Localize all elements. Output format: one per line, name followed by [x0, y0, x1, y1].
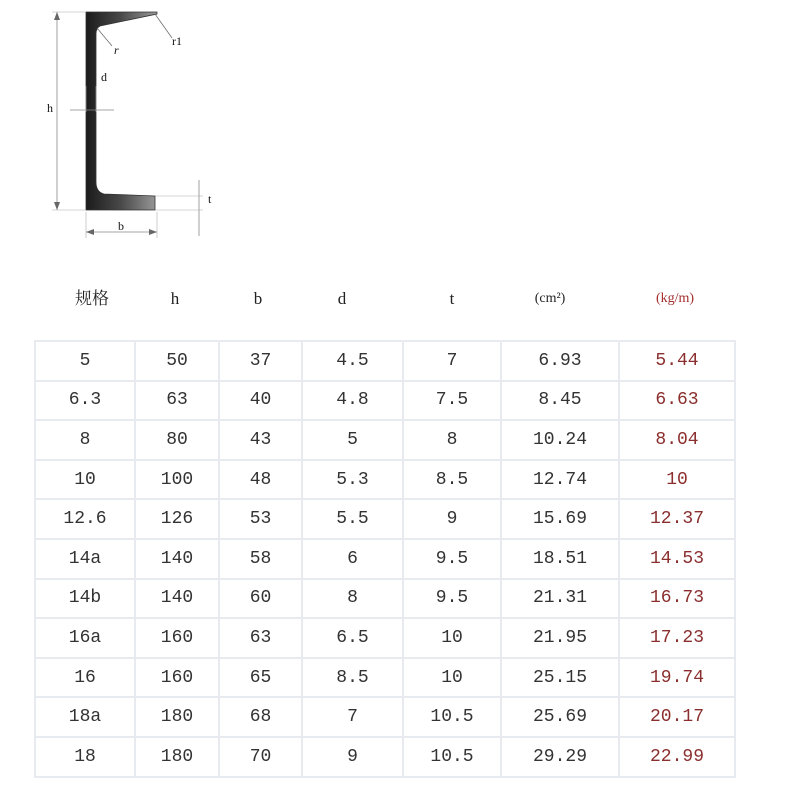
cell-b: 63 [219, 618, 302, 658]
header-d: d [337, 289, 347, 308]
cell-weight: 10 [619, 460, 735, 500]
cell-area: 18.51 [501, 539, 619, 579]
cell-d: 5 [302, 420, 403, 460]
header-area: (cm²) [534, 291, 566, 306]
table-row [35, 499, 735, 539]
cell-b: 48 [219, 460, 302, 500]
cell-t: 8 [403, 420, 501, 460]
cell-d: 7 [302, 697, 403, 737]
cell-weight: 17.23 [619, 618, 735, 658]
cell-spec: 16 [35, 658, 135, 698]
cell-t: 10.5 [403, 737, 501, 777]
cell-b: 37 [219, 341, 302, 381]
table-row [35, 381, 735, 421]
cell-h: 63 [135, 381, 219, 421]
table-row [35, 460, 735, 500]
cell-t: 10.5 [403, 697, 501, 737]
cell-b: 60 [219, 579, 302, 619]
cell-h: 140 [135, 579, 219, 619]
cell-h: 160 [135, 618, 219, 658]
cell-spec: 12.6 [35, 499, 135, 539]
label-d: d [101, 70, 107, 84]
cell-spec: 5 [35, 341, 135, 381]
header-h: h [170, 289, 180, 308]
cell-d: 8.5 [302, 658, 403, 698]
cell-weight: 8.04 [619, 420, 735, 460]
cell-spec: 16a [35, 618, 135, 658]
cell-spec: 18 [35, 737, 135, 777]
cell-weight: 20.17 [619, 697, 735, 737]
table-row [35, 618, 735, 658]
cell-area: 10.24 [501, 420, 619, 460]
cell-b: 68 [219, 697, 302, 737]
cell-area: 29.29 [501, 737, 619, 777]
label-r: r [114, 43, 119, 57]
cell-area: 6.93 [501, 341, 619, 381]
header-spec: 规格 [75, 289, 109, 308]
cell-t: 9.5 [403, 539, 501, 579]
cell-h: 160 [135, 658, 219, 698]
cell-h: 180 [135, 697, 219, 737]
header-weight: (kg/m) [655, 291, 695, 306]
cell-h: 100 [135, 460, 219, 500]
spec-table [34, 340, 736, 778]
cell-t: 7 [403, 341, 501, 381]
cell-h: 180 [135, 737, 219, 777]
cell-weight: 22.99 [619, 737, 735, 777]
cell-d: 4.5 [302, 341, 403, 381]
cell-spec: 10 [35, 460, 135, 500]
cell-spec: 18a [35, 697, 135, 737]
cell-h: 80 [135, 420, 219, 460]
label-r1: r1 [172, 34, 182, 48]
cell-area: 12.74 [501, 460, 619, 500]
label-h: h [47, 101, 53, 115]
cell-area: 25.69 [501, 697, 619, 737]
cell-area: 25.15 [501, 658, 619, 698]
cell-t: 10 [403, 618, 501, 658]
cell-weight: 19.74 [619, 658, 735, 698]
cell-weight: 16.73 [619, 579, 735, 619]
cell-area: 8.45 [501, 381, 619, 421]
cell-spec: 6.3 [35, 381, 135, 421]
channel-profile-shape [86, 12, 157, 210]
table-row [35, 341, 735, 381]
cell-spec: 14b [35, 579, 135, 619]
cell-spec: 8 [35, 420, 135, 460]
cell-weight: 5.44 [619, 341, 735, 381]
cell-weight: 12.37 [619, 499, 735, 539]
cell-d: 4.8 [302, 381, 403, 421]
cell-b: 65 [219, 658, 302, 698]
cell-area: 21.95 [501, 618, 619, 658]
cell-t: 8.5 [403, 460, 501, 500]
cell-area: 15.69 [501, 499, 619, 539]
cell-weight: 6.63 [619, 381, 735, 421]
table-row [35, 697, 735, 737]
header-t: t [449, 289, 455, 308]
table-row [35, 579, 735, 619]
label-b: b [118, 219, 124, 233]
cell-d: 6.5 [302, 618, 403, 658]
cell-b: 43 [219, 420, 302, 460]
header-b: b [253, 289, 263, 308]
table-row [35, 737, 735, 777]
cell-d: 6 [302, 539, 403, 579]
cell-b: 58 [219, 539, 302, 579]
cell-b: 53 [219, 499, 302, 539]
table-row [35, 539, 735, 579]
cell-t: 9 [403, 499, 501, 539]
cell-d: 8 [302, 579, 403, 619]
table-row [35, 420, 735, 460]
cell-h: 126 [135, 499, 219, 539]
cell-b: 70 [219, 737, 302, 777]
cell-area: 21.31 [501, 579, 619, 619]
cell-d: 5.5 [302, 499, 403, 539]
cell-t: 7.5 [403, 381, 501, 421]
cell-d: 9 [302, 737, 403, 777]
label-t: t [208, 192, 212, 206]
cell-spec: 14a [35, 539, 135, 579]
cell-h: 50 [135, 341, 219, 381]
channel-section-diagram [0, 0, 240, 250]
cell-h: 140 [135, 539, 219, 579]
cell-d: 5.3 [302, 460, 403, 500]
table-row [35, 658, 735, 698]
cell-b: 40 [219, 381, 302, 421]
cell-weight: 14.53 [619, 539, 735, 579]
cell-t: 10 [403, 658, 501, 698]
cell-t: 9.5 [403, 579, 501, 619]
